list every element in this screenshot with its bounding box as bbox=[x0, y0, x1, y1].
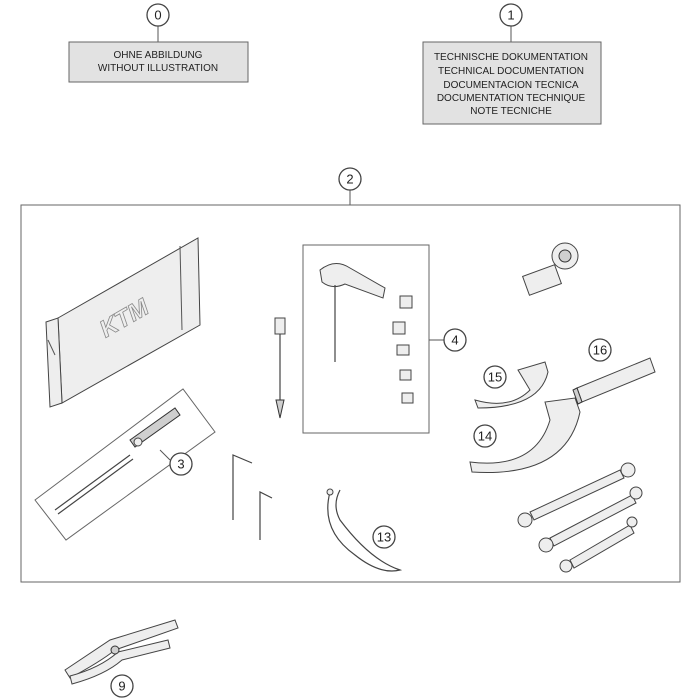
callout-13[interactable] bbox=[373, 526, 395, 548]
label-box-1-line-5: NOTE TECNICHE bbox=[470, 106, 552, 117]
callout-1-number: 1 bbox=[507, 7, 515, 23]
callout-16-number: 16 bbox=[592, 342, 608, 358]
pouch-logo: KTM bbox=[94, 293, 154, 344]
callout-0-number: 0 bbox=[154, 7, 162, 23]
awl-tool[interactable] bbox=[275, 318, 285, 418]
callout-4-number: 4 bbox=[451, 332, 459, 348]
hook-wrench-small[interactable] bbox=[475, 362, 548, 408]
callout-13-number: 13 bbox=[376, 529, 392, 545]
callout-3[interactable] bbox=[160, 450, 192, 475]
extension-bar[interactable] bbox=[573, 358, 655, 404]
label-box-1 bbox=[423, 42, 601, 124]
callout-1[interactable] bbox=[500, 4, 522, 42]
label-box-0-line-1: OHNE ABBILDUNG bbox=[113, 50, 203, 61]
tool-pouch[interactable] bbox=[46, 238, 200, 407]
callout-9[interactable] bbox=[111, 675, 133, 697]
bit-sockets[interactable] bbox=[393, 296, 413, 403]
open-end-wrenches[interactable] bbox=[518, 463, 642, 572]
label-box-1-line-1: TECHNISCHE DOKUMENTATION bbox=[433, 52, 589, 63]
callout-14[interactable] bbox=[474, 425, 496, 447]
callout-3-number: 3 bbox=[177, 456, 185, 472]
spark-plug-wrench[interactable] bbox=[523, 243, 578, 295]
callout-15[interactable] bbox=[484, 366, 506, 388]
allen-key-small[interactable] bbox=[260, 492, 272, 540]
bit-handle[interactable] bbox=[320, 263, 385, 362]
label-box-1-line-2: TECHNICAL DOCUMENTATION bbox=[438, 66, 584, 77]
callout-9-number: 9 bbox=[118, 678, 126, 694]
label-box-0 bbox=[69, 42, 248, 82]
label-box-1-line-3: DOCUMENTACION TECNICA bbox=[443, 80, 579, 91]
callout-14-number: 14 bbox=[477, 428, 493, 444]
callout-4[interactable] bbox=[429, 329, 466, 351]
callout-16[interactable] bbox=[589, 339, 611, 361]
callout-2-number: 2 bbox=[346, 171, 354, 187]
label-box-0-line-2: WITHOUT ILLUSTRATION bbox=[97, 63, 219, 74]
callout-2[interactable] bbox=[339, 168, 361, 205]
allen-key-large[interactable] bbox=[233, 455, 252, 520]
callout-0[interactable] bbox=[147, 4, 169, 42]
label-box-1-line-4: DOCUMENTATION TECHNIQUE bbox=[436, 93, 586, 104]
callout-15-number: 15 bbox=[487, 369, 503, 385]
